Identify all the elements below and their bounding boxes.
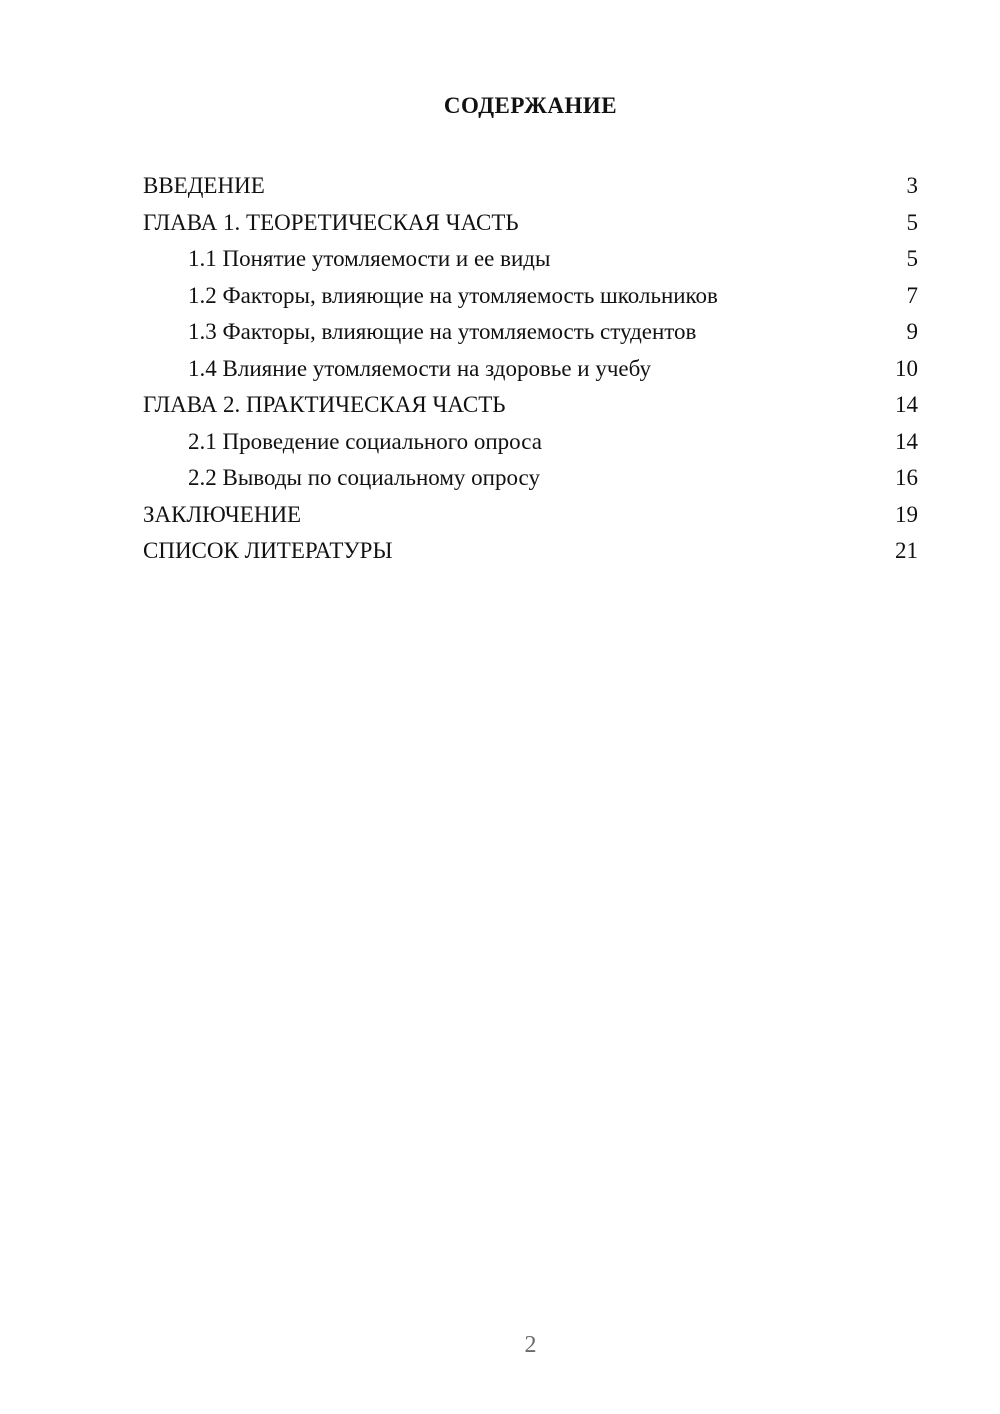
toc-entry-page: 14 bbox=[895, 428, 918, 454]
toc-entry-label: 1.1 Понятие утомляемости и ее виды bbox=[188, 246, 551, 271]
toc-entry-label: ГЛАВА 2. ПРАКТИЧЕСКАЯ ЧАСТЬ bbox=[143, 392, 506, 417]
toc-entry-page: 5 bbox=[906, 209, 918, 235]
toc-entry bbox=[143, 278, 918, 315]
toc-entry-page: 16 bbox=[895, 465, 918, 490]
toc-entry bbox=[143, 460, 918, 497]
toc-entry bbox=[143, 533, 918, 570]
toc-entry-page: 5 bbox=[906, 246, 918, 271]
toc-entry bbox=[143, 387, 918, 424]
toc-entry bbox=[143, 497, 918, 534]
toc-entry bbox=[143, 168, 918, 205]
toc-entry-label: ЗАКЛЮЧЕНИЕ bbox=[143, 501, 302, 527]
toc-entry-label: 1.2 Факторы, влияющие на утомляемость школьников bbox=[188, 282, 718, 308]
toc-entry-page: 21 bbox=[895, 538, 918, 563]
toc-entry bbox=[143, 424, 918, 461]
toc-entry-page: 10 bbox=[895, 355, 918, 381]
toc-entry bbox=[143, 241, 918, 278]
toc-entry-page: 3 bbox=[906, 173, 918, 198]
toc-entry bbox=[143, 314, 918, 351]
toc-entry-page: 19 bbox=[895, 501, 918, 527]
toc-entry-label: ГЛАВА 1. ТЕОРЕТИЧЕСКАЯ ЧАСТЬ bbox=[143, 209, 519, 235]
page-number: 2 bbox=[524, 1332, 537, 1358]
toc-entry-label: 2.1 Проведение социального опроса bbox=[188, 428, 542, 454]
toc-entry-page: 9 bbox=[906, 319, 918, 344]
toc-entry bbox=[143, 351, 918, 388]
table-of-contents bbox=[143, 168, 918, 570]
toc-entry-label: СПИСОК ЛИТЕРАТУРЫ bbox=[143, 538, 393, 563]
toc-entry-page: 14 bbox=[895, 392, 918, 417]
page-title: СОДЕРЖАНИЕ bbox=[443, 93, 618, 118]
toc-entry-label: 1.4 Влияние утомляемости на здоровье и учебу bbox=[188, 355, 651, 381]
toc-entry bbox=[143, 205, 918, 242]
toc-entry-label: ВВЕДЕНИЕ bbox=[143, 173, 265, 198]
toc-entry-page: 7 bbox=[906, 282, 918, 308]
toc-entry-label: 1.3 Факторы, влияющие на утомляемость студентов bbox=[188, 319, 697, 344]
toc-entry-label: 2.2 Выводы по социальному опросу bbox=[188, 465, 540, 490]
